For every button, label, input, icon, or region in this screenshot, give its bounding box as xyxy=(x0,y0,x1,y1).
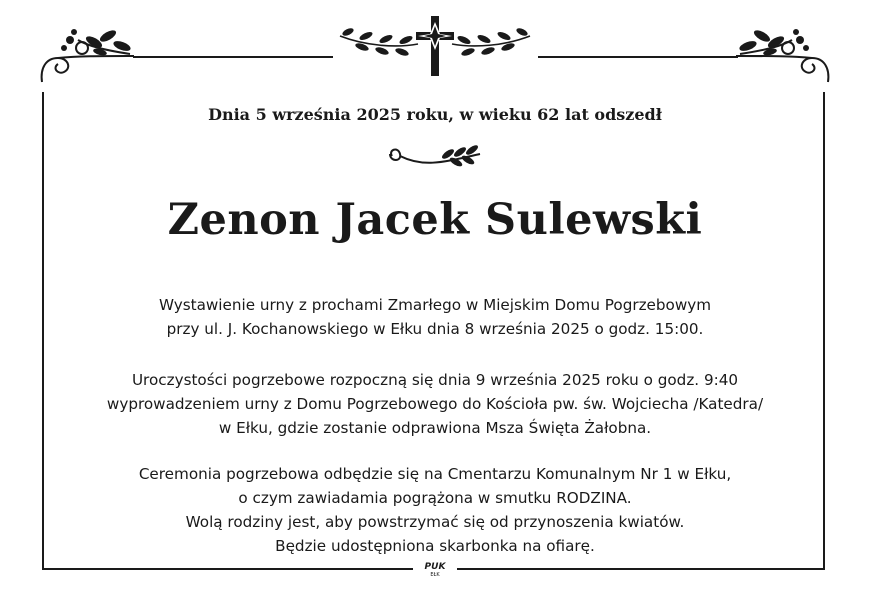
puk-logo xyxy=(413,563,457,579)
top-border-right xyxy=(538,56,738,58)
text-line: Będzie udostępniona skarbonka na ofiarę. xyxy=(275,537,595,555)
text-line: Wystawienie urny z prochami Zmarłego w Miejskim Domu Pogrzebowym xyxy=(158,296,712,314)
top-border-left xyxy=(133,56,333,58)
text-line: Uroczystości pogrzebowe rozpoczną się dnia 9 września 2025 roku o godz. 9:40 xyxy=(131,371,739,389)
text-line: o czym zawiadamia pogrążona w smutku RODZINA. xyxy=(238,489,632,507)
cross-with-laurel-icon xyxy=(336,14,534,80)
corner-flourish-right-icon xyxy=(732,18,832,84)
text-line: Wolą rodziny jest, aby powstrzymać się od przynoszenia kwiatów. xyxy=(185,513,685,531)
logo-sub-text: EŁK xyxy=(430,572,440,578)
text-line: wyprowadzeniem urny z Domu Pogrzebowego do Kościoła pw. św. Wojciecha /Katedra/ xyxy=(106,395,764,413)
corner-flourish-left-icon xyxy=(38,18,138,84)
death-date-line: Dnia 5 września 2025 roku, w wieku 62 lat odszedł xyxy=(208,105,662,124)
paragraph-burial xyxy=(50,462,820,558)
text-line: przy ul. J. Kochanowskiego w Ełku dnia 8 września 2025 o godz. 15:00. xyxy=(166,320,704,338)
deceased-name: Zenon Jacek Sulewski xyxy=(167,195,703,245)
paragraph-funeral-service xyxy=(50,368,820,440)
text-line: Ceremonia pogrzebowa odbędzie się na Cmentarzu Komunalnym Nr 1 w Ełku, xyxy=(138,465,732,483)
leaf-divider-icon xyxy=(384,142,488,172)
paragraph-urn-viewing xyxy=(50,293,820,341)
logo-main-text: PUK xyxy=(424,562,446,572)
text-line: w Ełku, gdzie zostanie odprawiona Msza Święta Żałobna. xyxy=(218,419,652,437)
